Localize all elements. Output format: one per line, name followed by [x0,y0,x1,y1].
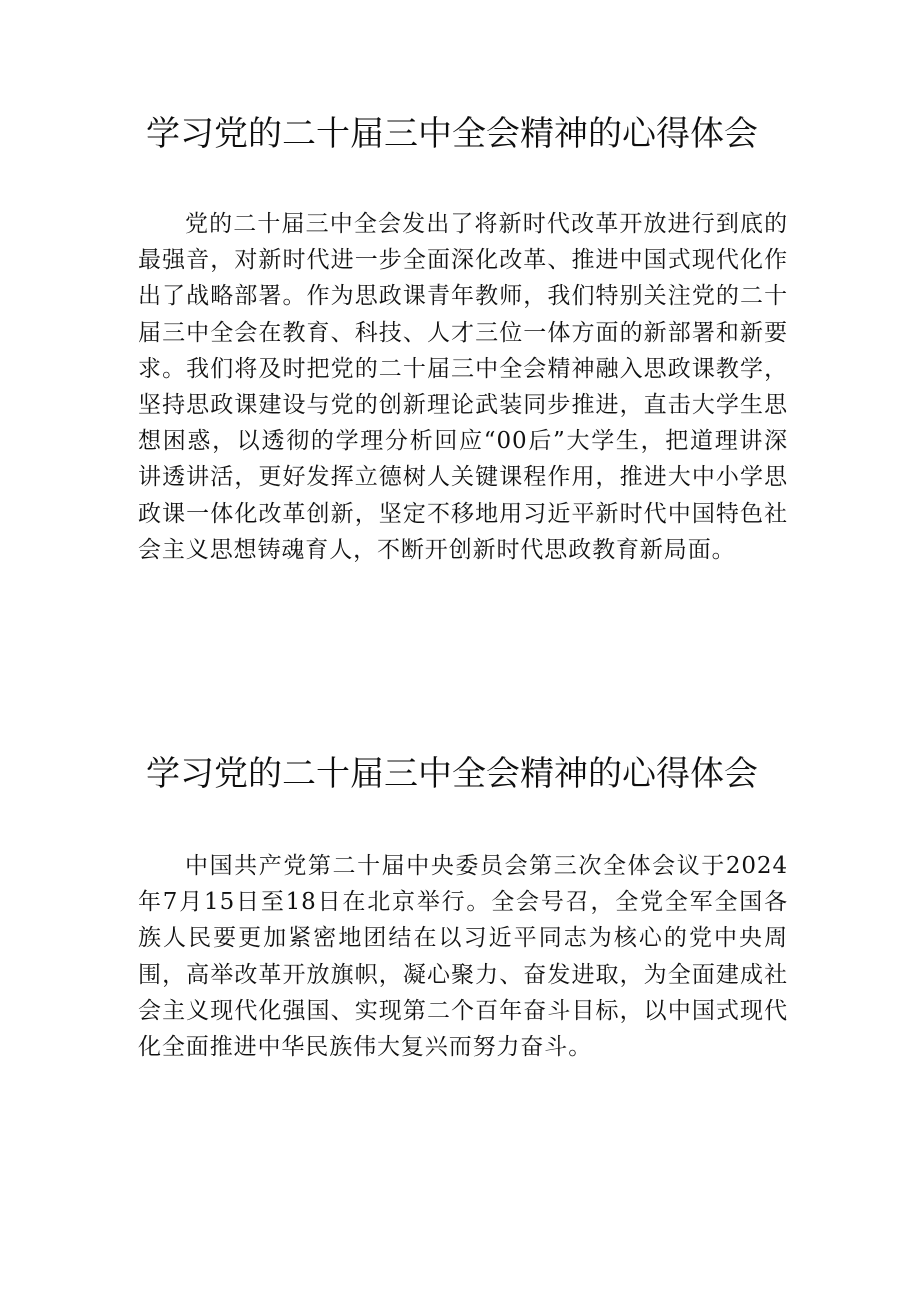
section-title: 学习党的二十届三中全会精神的心得体会 [146,114,758,154]
essay-section-2 [0,752,920,1061]
section-paragraph: 党的二十届三中全会发出了将新时代改革开放进行到底的最强音，对新时代进一步全面深化改革、推进中国式现代化作出了战略部署。作为思政课青年教师，我们特别关注党的二十届三中全会在教育、科技、人才三位一体方面的新部署和新要求。我们将及时把党的二十届三中全会精神融入思政课教学，坚持思政课建设与党的创新理论武装同步推进，直击大学生思想困惑，以透彻的学理分析回应“00后”大学生，把道理讲深讲透讲活，更好发挥立德树人关键课程作用，推进大中小学思政课一体化改革创新，坚定不移地用习近平新时代中国特色社会主义思想铸魂育人，不断开创新时代思政教育新局面。 [138,211,788,563]
section-paragraph: 中国共产党第二十届中央委员会第三次全体会议于2024年7月15日至18日在北京举行。全会号召，全党全军全国各族人民要更加紧密地团结在以习近平同志为核心的党中央周围，高举改革开放旗帜，凝心聚力、奋发进取，为全面建成社会主义现代化强国、实现第二个百年奋斗目标，以中国式现代化全面推进中华民族伟大复兴而努力奋斗。 [138,853,788,1061]
essay-section-1 [0,112,920,563]
section-title: 学习党的二十届三中全会精神的心得体会 [146,754,758,794]
